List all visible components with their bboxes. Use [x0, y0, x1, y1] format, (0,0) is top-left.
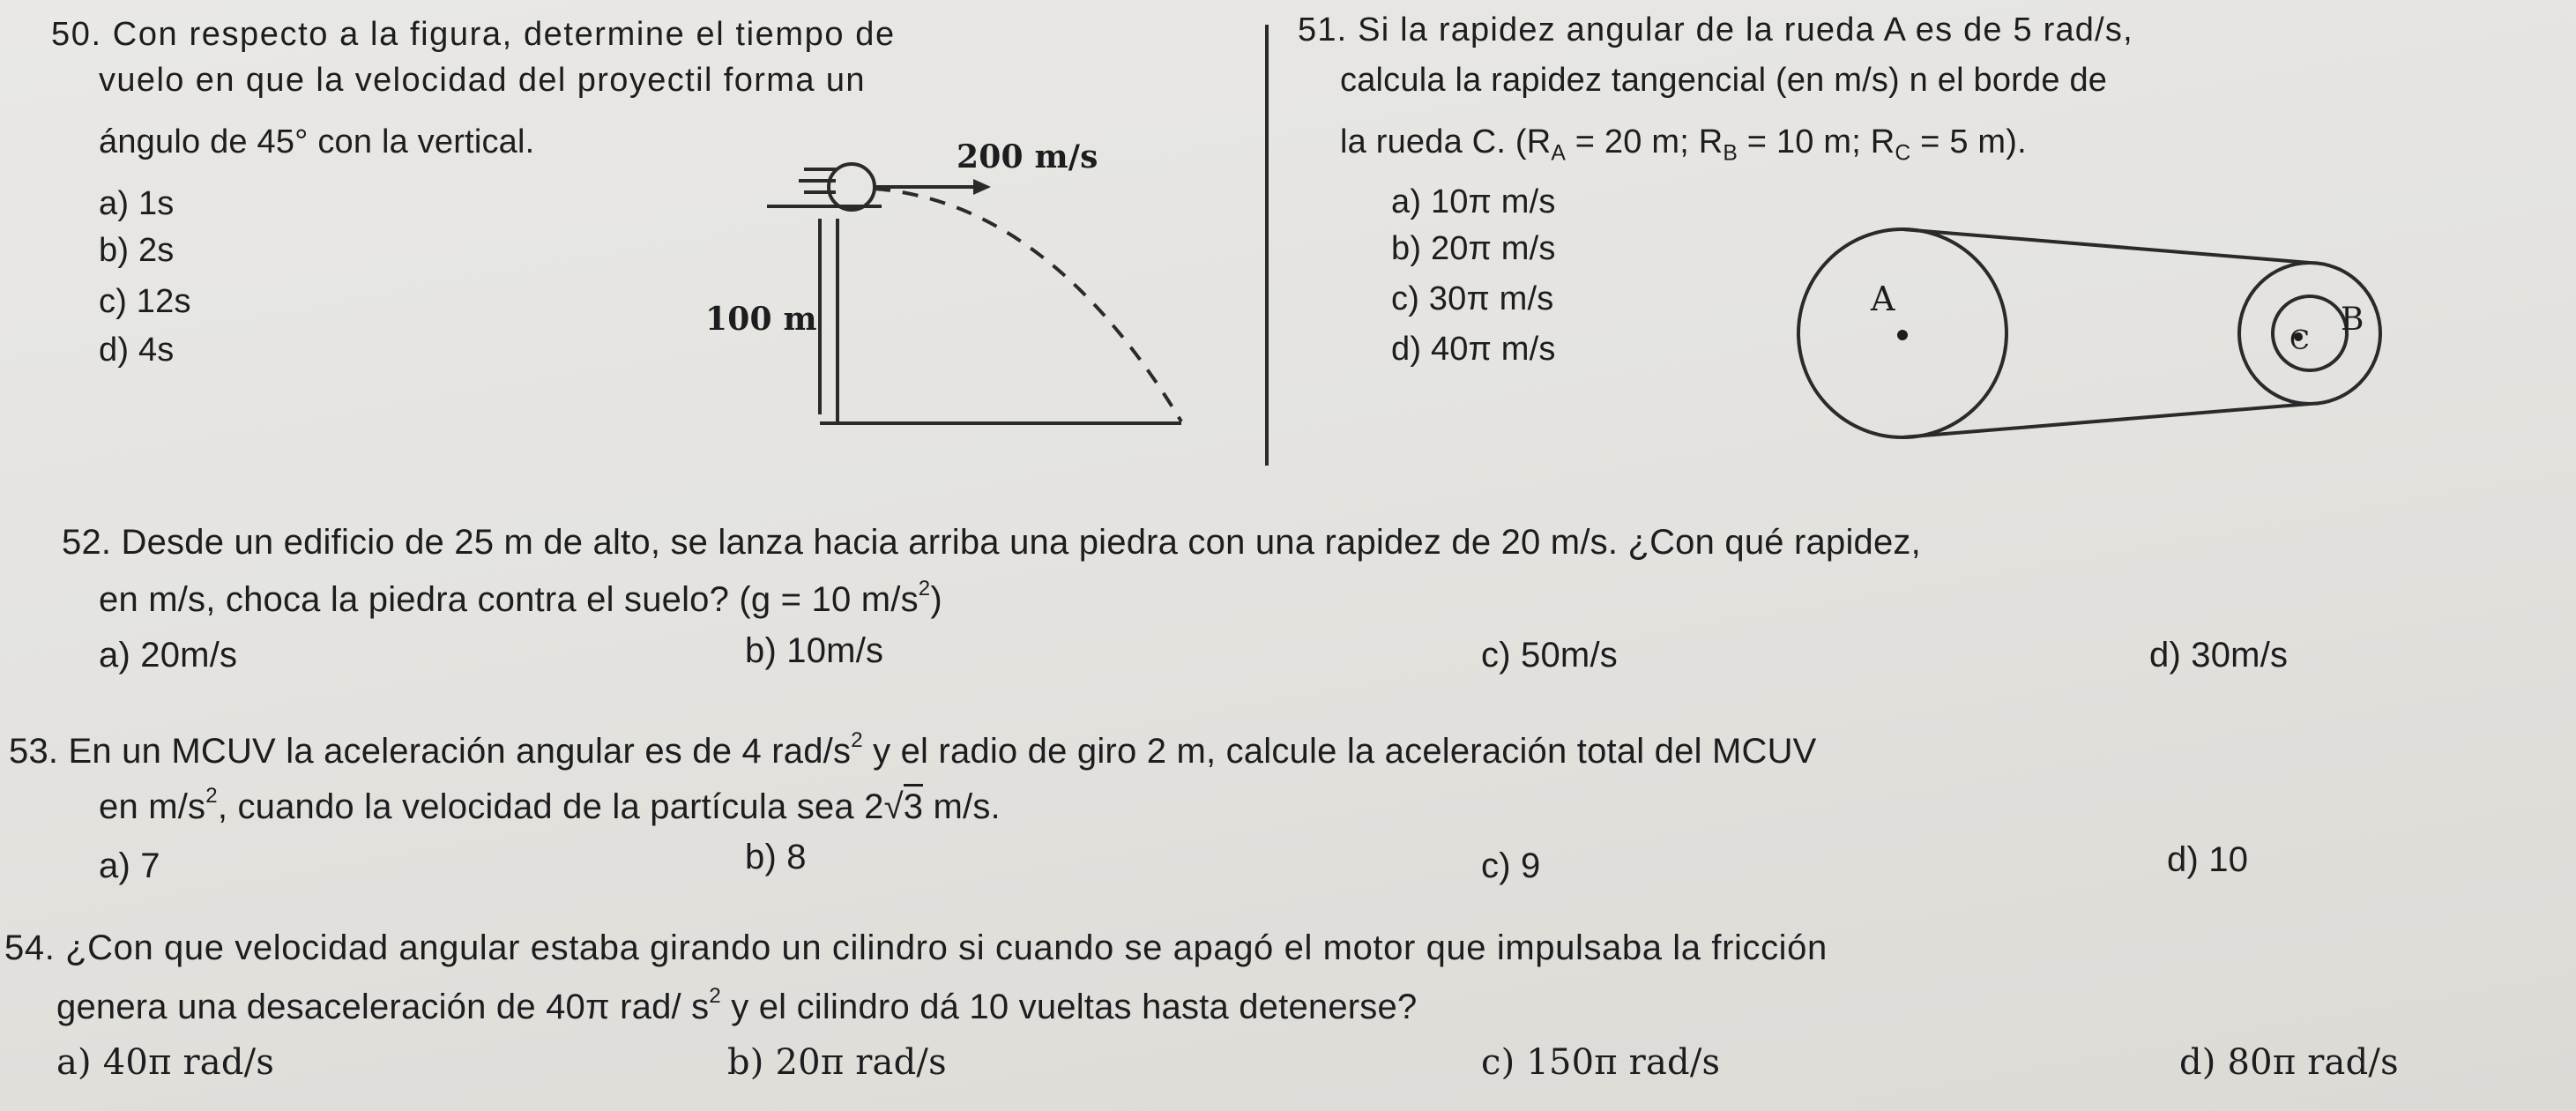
belt-bottom — [1902, 404, 2310, 437]
q51-eq-c: = 5 m). — [1910, 123, 2027, 160]
q53-line-2-mid: , cuando la velocidad de la partícula sea 2 — [217, 787, 884, 826]
q51-sub-c: C — [1895, 141, 1911, 166]
q50-line-1: 50. Con respecto a la figura, determine el tiempo de — [51, 16, 896, 53]
q51-option-b: b) 20π m/s — [1391, 230, 1556, 267]
q54-line-1: 54. ¿Con que velocidad angular estaba girando un cilindro si cuando se apagó el motor que impulsaba la fricción — [4, 928, 1828, 967]
q50-line-3: ángulo de 45° con la vertical. — [99, 123, 535, 160]
q53-line-1-pre: 53. En un MCUV la aceleración angular es de 4 rad/s — [9, 732, 852, 771]
q51-sub-a: A — [1551, 141, 1567, 166]
wheel-c-label: C — [2289, 325, 2311, 356]
wheel-b-label: B — [2341, 302, 2364, 338]
q54-line-2-pre: genera una desaceleración de 40π rad/ s — [56, 988, 710, 1026]
q51-option-d: d) 40π m/s — [1391, 331, 1556, 368]
q53-option-c: c) 9 — [1481, 846, 1541, 885]
q52-line-1: 52. Desde un edificio de 25 m de alto, se lanza hacia arriba una piedra con una rapidez de 20 m/s. ¿Con qué rapidez, — [62, 523, 1921, 562]
q53-line-1-sup: 2 — [851, 728, 863, 752]
q53-option-b: b) 8 — [745, 838, 807, 876]
q50-option-a: a) 1s — [99, 185, 175, 222]
q54-option-c: c) 150π rad/s — [1481, 1042, 1721, 1083]
q53-line-2 — [99, 784, 1001, 826]
q52-line-2-sup: 2 — [918, 577, 931, 600]
belt-top — [1902, 229, 2310, 263]
q51-line-2: calcula la rapidez tangencial (en m/s) n el borde de — [1340, 62, 2108, 99]
q53-line-1-post: y el radio de giro 2 m, calcule la aceleración total del MCUV — [862, 732, 1817, 771]
q51-option-a: a) 10π m/s — [1391, 183, 1556, 220]
q51-eq-a: = 20 m; R — [1566, 123, 1724, 160]
q50-line-2: vuelo en que la velocidad del proyectil forma un — [99, 62, 866, 99]
q51-line-1: 51. Si la rapidez angular de la rueda A es de 5 rad/s, — [1298, 11, 2133, 48]
q52-option-c: c) 50m/s — [1481, 636, 1618, 675]
sqrt-sign: √ — [883, 787, 904, 826]
sqrt-radicand: 3 — [904, 784, 923, 826]
q52-line-2 — [99, 577, 942, 619]
q54-line-2 — [56, 984, 1418, 1026]
q52-line-2-post: ) — [930, 580, 942, 619]
speed-label: 200 m/s — [957, 138, 1098, 175]
wheel-a-label: A — [1871, 280, 1895, 318]
q53-line-2-pre: en m/s — [99, 787, 206, 826]
q51-option-c: c) 30π m/s — [1391, 280, 1554, 317]
q53-option-d: d) 10 — [2167, 840, 2249, 879]
q51-line-3-pre: la rueda C. (R — [1340, 123, 1552, 160]
q52-option-d: d) 30m/s — [2149, 636, 2289, 675]
q52-option-b: b) 10m/s — [745, 631, 884, 670]
q52-option-a: a) 20m/s — [99, 636, 238, 675]
q53-line-2-post: m/s. — [923, 787, 1001, 826]
q50-option-c: c) 12s — [99, 283, 191, 320]
q52-line-2-pre: en m/s, choca la piedra contra el suelo? (g = 10 m/s — [99, 580, 919, 619]
q50-option-b: b) 2s — [99, 232, 175, 269]
q51-sub-b: B — [1723, 141, 1738, 166]
q54-line-2-sup: 2 — [709, 984, 721, 1008]
q53-line-2-sup: 2 — [205, 784, 218, 808]
q54-option-b: b) 20π rad/s — [727, 1042, 947, 1083]
q54-option-a: a) 40π rad/s — [56, 1042, 275, 1083]
q53-option-a: a) 7 — [99, 846, 160, 885]
q54-option-d: d) 80π rad/s — [2179, 1042, 2399, 1083]
q50-option-d: d) 4s — [99, 332, 175, 369]
q54-line-2-post: y el cilindro dá 10 vueltas hasta detenerse? — [720, 988, 1418, 1026]
q51-eq-b: = 10 m; R — [1738, 123, 1895, 160]
q53-line-1 — [9, 728, 1817, 771]
height-label: 100 m — [705, 301, 817, 338]
wheel-a-center — [1897, 330, 1908, 340]
